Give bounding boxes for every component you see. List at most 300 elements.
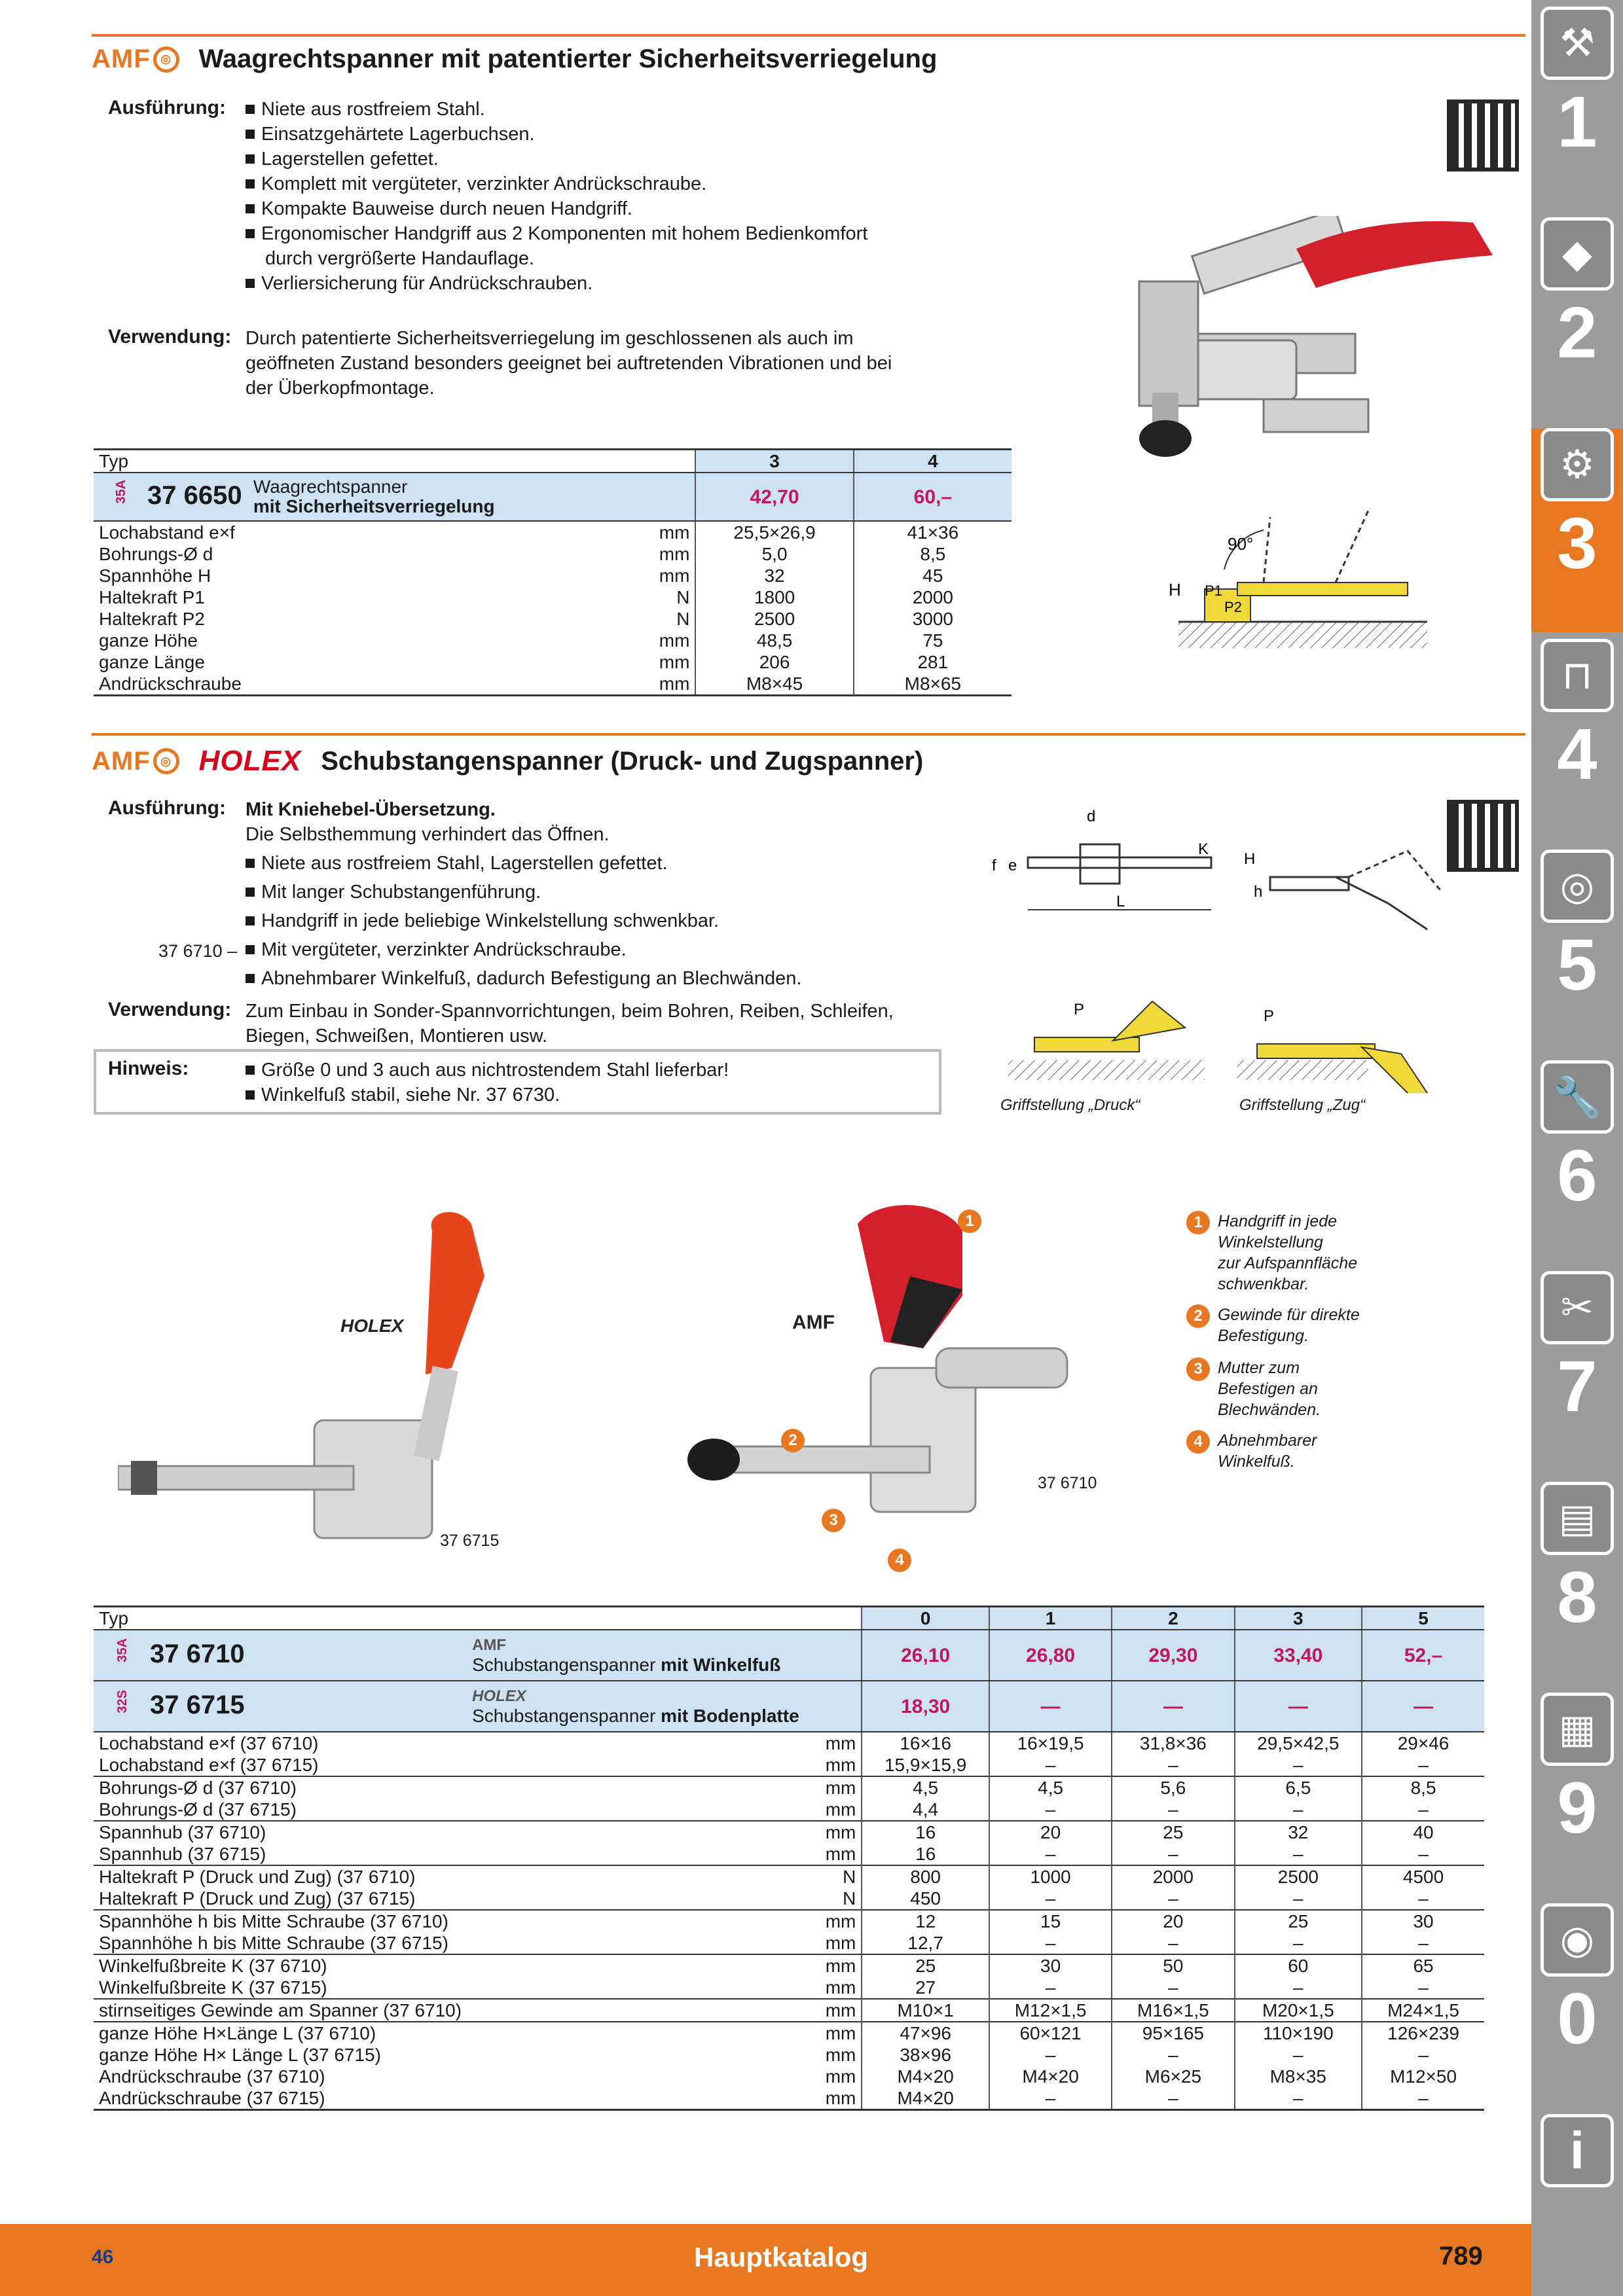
cell-value: 45: [854, 565, 1012, 586]
price: —: [1112, 1681, 1234, 1732]
marker-3: 3: [822, 1509, 845, 1532]
cell-value: –: [1112, 1799, 1234, 1821]
cell-value: 20: [989, 1821, 1112, 1843]
push-clamp-side-diagram: [1237, 812, 1453, 942]
row-unit: mm: [467, 1821, 862, 1843]
griff-druck-diagram: [995, 988, 1211, 1086]
row-unit: mm: [467, 1776, 862, 1799]
hinweis-text: [246, 1058, 729, 1107]
hinweis-label: Hinweis:: [108, 1058, 189, 1079]
row-unit: mm: [467, 1910, 862, 1932]
list-item: Mit langer Schubstangenführung.: [246, 880, 801, 905]
section2-table: [94, 1605, 1484, 2111]
clamp-dimension-diagram: [1165, 504, 1440, 655]
chapter-number: 0: [1557, 1979, 1597, 2059]
chapter-number: 2: [1557, 293, 1597, 373]
row-unit: mm: [825, 1755, 856, 1775]
type-col: 4: [854, 450, 1012, 473]
cell-value: 15,9×15,9: [862, 1754, 989, 1776]
list-item: Niete aus rostfreiem Stahl, Lagerstellen gefettet.: [246, 851, 801, 876]
cell-value: –: [989, 1977, 1112, 1999]
list-item: Mit vergüteter, verzinkter Andrückschraube.: [246, 937, 801, 962]
table-row: [94, 1732, 1484, 1754]
dim-label: f: [992, 857, 996, 874]
cell-value: –: [989, 1888, 1112, 1910]
cell-value: –: [989, 1932, 1112, 1954]
amf-clamp-photo: [661, 1198, 1120, 1551]
section2-features: [246, 797, 801, 991]
cell-value: 5,0: [695, 543, 853, 565]
row-label: Spannhöhe h bis Mitte Schraube (37 6710): [94, 1910, 467, 1932]
row-unit: mm: [659, 522, 690, 543]
cell-value: 29,5×42,5: [1235, 1732, 1362, 1754]
row-label: Spannhöhe H: [99, 565, 211, 586]
row-unit: mm: [467, 1999, 862, 2022]
table-row: [94, 2044, 1484, 2066]
griff-druck-caption: Griffstellung „Druck“: [1000, 1096, 1140, 1114]
row-label: ganze Höhe H× Länge L (37 6715): [99, 2045, 381, 2065]
price: 26,80: [989, 1630, 1112, 1681]
cell-value: M4×20: [862, 2066, 989, 2087]
cell-value: 8,5: [1362, 1776, 1484, 1799]
row-unit: N: [676, 609, 690, 629]
usage-line: geöffneten Zustand besonders geeignet bei auftretenden Vibrationen und bei: [246, 353, 892, 374]
callout-number: 2: [1186, 1304, 1210, 1328]
cell-value: –: [1112, 1754, 1234, 1776]
dim-label: e: [1008, 857, 1017, 874]
row-label: Andrückschraube (37 6715): [94, 2087, 467, 2110]
cell-value: –: [989, 1799, 1112, 1821]
force-label: P: [1074, 1001, 1085, 1018]
table-row: [94, 1754, 1484, 1776]
cell-value: –: [1112, 1977, 1234, 1999]
row-label: Bohrungs-Ø d: [99, 544, 213, 564]
list-item: Ergonomischer Handgriff aus 2 Komponenten mit hohem Bedienkomfort: [246, 221, 867, 246]
table-row: [94, 1932, 1484, 1954]
cell-value: –: [1235, 1932, 1362, 1954]
cell-value: –: [1235, 2087, 1362, 2110]
cell-value: –: [1362, 1754, 1484, 1776]
row-unit: mm: [467, 2022, 862, 2044]
marker-1: 1: [958, 1210, 981, 1233]
type-col: 5: [1362, 1607, 1484, 1630]
dim-label: H: [1244, 850, 1256, 868]
cell-value: M20×1,5: [1235, 1999, 1362, 2022]
table-row: [94, 1888, 1484, 1910]
photo-label-376715: 37 6715: [440, 1532, 500, 1550]
list-item: Verliersicherung für Andrückschrauben.: [246, 271, 867, 296]
cell-value: –: [989, 2044, 1112, 2066]
cell-value: 65: [1362, 1954, 1484, 1977]
cell-value: 4,5: [989, 1776, 1112, 1799]
cell-value: 8,5: [854, 543, 1012, 565]
row-label: Bohrungs-Ø d (37 6710): [94, 1776, 467, 1799]
row-unit: mm: [467, 1954, 862, 1977]
page-number-right: 789: [1439, 2242, 1483, 2270]
cell-value: M8×45: [695, 673, 853, 696]
typ-label: Typ: [94, 450, 695, 473]
type-col: 3: [1235, 1607, 1362, 1630]
force-label: P: [1264, 1007, 1275, 1025]
table-row: [94, 651, 1012, 673]
row-label: stirnseitiges Gewinde am Spanner (37 6710): [94, 1999, 467, 2022]
cell-value: M4×20: [989, 2066, 1112, 2087]
row-unit: N: [676, 587, 690, 607]
product-code: 37 6710: [150, 1640, 245, 1668]
dim-label: h: [1254, 883, 1263, 901]
price: —: [1235, 1681, 1362, 1732]
row-unit: mm: [659, 544, 690, 564]
row-label: Andrückschraube (37 6710): [99, 2066, 325, 2087]
row-label: Haltekraft P (Druck und Zug) (37 6715): [99, 1888, 416, 1909]
callout-number: 3: [1186, 1357, 1210, 1381]
cell-value: 2000: [1112, 1865, 1234, 1888]
typ-label: Typ: [94, 1607, 862, 1630]
row-unit: mm: [825, 1844, 856, 1864]
callout-number: 4: [1186, 1430, 1210, 1454]
list-item: Größe 0 und 3 auch aus nichtrostendem Stahl lieferbar!: [246, 1058, 729, 1083]
angle-label: 90°: [1228, 534, 1254, 554]
cell-value: 25,5×26,9: [695, 521, 853, 543]
chapter-number: 4: [1557, 714, 1597, 795]
brand-label: AMF: [472, 1636, 507, 1654]
cell-value: –: [1362, 1977, 1484, 1999]
list-item: Abnehmbarer Winkelfuß, dadurch Befestigung an Blechwänden.: [246, 966, 801, 991]
cell-value: 12: [862, 1910, 989, 1932]
list-item: Lagerstellen gefettet.: [246, 147, 867, 171]
row-unit: mm: [467, 2087, 862, 2110]
chapter-tab-5[interactable]: [1535, 850, 1619, 1005]
price-group-tag: 35A: [114, 480, 128, 504]
verwendung-label: Verwendung:: [108, 326, 232, 348]
product-name: Schubstangenspanner: [472, 1655, 661, 1675]
holex-logo: HOLEX: [198, 745, 302, 777]
cell-value: 41×36: [854, 521, 1012, 543]
table-row: [94, 673, 1012, 696]
table-row: [94, 1843, 1484, 1865]
cell-value: M10×1: [862, 1999, 989, 2022]
cell-value: 1000: [989, 1865, 1112, 1888]
table-row: [94, 1910, 1484, 1932]
cell-value: 3000: [854, 608, 1012, 630]
cell-value: 29×46: [1362, 1732, 1484, 1754]
row-unit: mm: [825, 1977, 856, 1998]
row-unit: mm: [659, 652, 690, 672]
cell-value: –: [1235, 1977, 1362, 1999]
tap-icon: ⚙: [1541, 428, 1614, 501]
cabinet-icon: ▦: [1541, 1693, 1614, 1766]
cell-value: 4,4: [862, 1799, 989, 1821]
chapter-number: 6: [1557, 1136, 1597, 1216]
safety-icon: ◉: [1541, 1903, 1614, 1977]
cell-value: –: [1362, 2044, 1484, 2066]
cell-value: 60×121: [989, 2022, 1112, 2044]
toolbox-icon: ▤: [1541, 1482, 1614, 1555]
list-item: Winkelfuß stabil, siehe Nr. 37 6730.: [246, 1083, 729, 1107]
usage-line: Zum Einbau in Sonder-Spannvorrichtungen, beim Bohren, Reiben, Schleifen,: [246, 1001, 894, 1022]
brand-label: HOLEX: [472, 1687, 526, 1705]
section2-header: [92, 745, 923, 778]
cell-value: –: [1112, 2044, 1234, 2066]
page-number-left: 46: [92, 2246, 114, 2268]
cell-value: M12×50: [1362, 2066, 1484, 2087]
callout-1: 1 Handgriff in jede Winkelstellung zur Aufspannfläche schwenkbar.: [1186, 1211, 1357, 1295]
table-row: [94, 2022, 1484, 2044]
row-unit: mm: [825, 1933, 856, 1953]
marker-4: 4: [888, 1549, 911, 1572]
caliper-icon: ⊓: [1541, 639, 1614, 712]
row-unit: mm: [825, 2066, 856, 2087]
ausfuehrung-label: Ausführung:: [108, 97, 226, 118]
cell-value: –: [1112, 2087, 1234, 2110]
chapter-tab-9[interactable]: [1535, 1693, 1619, 1848]
cell-value: 6,5: [1235, 1776, 1362, 1799]
chapter-number: 8: [1557, 1557, 1597, 1638]
dim-label: L: [1116, 893, 1125, 910]
table-row: [94, 586, 1012, 608]
row-unit: mm: [825, 1799, 856, 1820]
product-code: 37 6650: [147, 481, 242, 510]
price: —: [1362, 1681, 1484, 1732]
table-row: [94, 1776, 1484, 1799]
griff-zug-diagram: [1231, 995, 1447, 1093]
table-row: [94, 1954, 1484, 1977]
list-item: Einsatzgehärtete Lagerbuchsen.: [246, 122, 867, 147]
table-row: [94, 1977, 1484, 1999]
product-name: Waagrechtspanner: [253, 476, 408, 497]
cell-value: M8×35: [1235, 2066, 1362, 2087]
row-label: Spannhöhe h bis Mitte Schraube (37 6715): [99, 1933, 448, 1953]
cell-value: 450: [862, 1888, 989, 1910]
cell-value: 40: [1362, 1821, 1484, 1843]
cell-value: 47×96: [862, 2022, 989, 2044]
cell-value: 16×16: [862, 1732, 989, 1754]
row-unit: mm: [659, 630, 690, 651]
cell-value: –: [1235, 1843, 1362, 1865]
usage-line: der Überkopfmontage.: [246, 378, 435, 399]
price: 29,30: [1112, 1630, 1234, 1681]
chapter-tab-0[interactable]: [1535, 1903, 1619, 2059]
section1-title: Waagrechtspanner mit patentierter Sicherheitsverriegelung: [198, 45, 938, 73]
usage-line: Biegen, Schweißen, Montieren usw.: [246, 1026, 548, 1047]
cell-value: 281: [854, 651, 1012, 673]
table-row: [94, 608, 1012, 630]
price: 33,40: [1235, 1630, 1362, 1681]
row-label: Lochabstand e×f (37 6715): [99, 1755, 319, 1775]
cell-value: 16: [862, 1821, 989, 1843]
row-unit: N: [843, 1888, 856, 1909]
griff-zug-caption: Griffstellung „Zug“: [1239, 1096, 1366, 1114]
qr-code[interactable]: [1447, 800, 1519, 872]
row-unit: mm: [467, 1732, 862, 1754]
cell-value: –: [989, 1754, 1112, 1776]
cell-value: –: [1235, 1888, 1362, 1910]
cell-value: 20: [1112, 1910, 1234, 1932]
cell-value: 32: [695, 565, 853, 586]
table-row: [94, 1821, 1484, 1843]
row-label: ganze Höhe: [99, 630, 198, 651]
chapter-number: 5: [1557, 925, 1597, 1005]
cell-value: 4,5: [862, 1776, 989, 1799]
intro-line: Die Selbsthemmung verhindert das Öffnen.: [246, 824, 610, 845]
amf-label: AMF: [792, 1312, 835, 1333]
list-item: Handgriff in jede beliebige Winkelstellung schwenkbar.: [246, 908, 801, 933]
row-label: Spannhub (37 6710): [94, 1821, 467, 1843]
chapter-tab-3[interactable]: [1535, 428, 1619, 584]
cell-value: 95×165: [1112, 2022, 1234, 2044]
cell-value: M16×1,5: [1112, 1999, 1234, 2022]
row-label: Spannhub (37 6715): [99, 1844, 266, 1864]
section1-top-rule: [92, 34, 1525, 37]
row-label: Andrückschraube: [94, 673, 248, 696]
table-header-row: [94, 450, 1012, 473]
table-header-row: [94, 1607, 1484, 1630]
cell-value: 4500: [1362, 1865, 1484, 1888]
cell-value: 48,5: [695, 630, 853, 651]
cell-value: 75: [854, 630, 1012, 651]
chapter-tab-i[interactable]: [1535, 2114, 1619, 2187]
cell-value: 30: [989, 1954, 1112, 1977]
table-row: [94, 630, 1012, 651]
callout-2: 2 Gewinde für direkte Befestigung.: [1186, 1304, 1360, 1346]
cell-value: 60: [1235, 1954, 1362, 1977]
callout-4: 4 Abnehmbarer Winkelfuß.: [1186, 1430, 1317, 1472]
table-row: [94, 1799, 1484, 1821]
photo-label-376710: 37 6710: [1038, 1474, 1097, 1492]
verwendung-label: Verwendung:: [108, 999, 232, 1020]
product-row: [94, 473, 1012, 521]
info-icon: i: [1541, 2114, 1614, 2187]
dim-label: H: [1169, 580, 1181, 600]
intro-bold: Mit Kniehebel-Übersetzung.: [246, 799, 496, 820]
chapter-tab-4[interactable]: [1535, 639, 1619, 795]
row-label: Haltekraft P2: [99, 609, 205, 629]
cell-value: M12×1,5: [989, 1999, 1112, 2022]
wrench-icon: 🔧: [1541, 1060, 1614, 1134]
usage-line: Durch patentierte Sicherheitsverriegelung im geschlossenen als auch im: [246, 328, 854, 349]
type-col: 0: [862, 1607, 989, 1630]
row-label: Lochabstand e×f: [99, 522, 235, 543]
list-item-cont: durch vergrößerte Handauflage.: [265, 248, 535, 269]
toggle-clamp-photo: [989, 216, 1512, 478]
cell-value: 25: [862, 1954, 989, 1977]
cell-value: M8×65: [854, 673, 1012, 696]
saw-icon: ◎: [1541, 850, 1614, 923]
chapter-tab-6[interactable]: [1535, 1060, 1619, 1216]
product-code: 37 6715: [150, 1691, 245, 1719]
table-row: [94, 521, 1012, 543]
list-item: Niete aus rostfreiem Stahl.: [246, 97, 867, 122]
cell-value: 5,6: [1112, 1776, 1234, 1799]
cell-value: 25: [1112, 1821, 1234, 1843]
callout-3: 3 Mutter zum Befestigen an Blechwänden.: [1186, 1357, 1321, 1420]
amf-logo: AMF ◎: [92, 747, 179, 776]
cell-value: –: [989, 2087, 1112, 2110]
product-row-376715: [94, 1681, 1484, 1732]
cell-value: 32: [1235, 1821, 1362, 1843]
cell-value: 38×96: [862, 2044, 989, 2066]
row-label: Haltekraft P (Druck und Zug) (37 6710): [94, 1865, 467, 1888]
cell-value: –: [1235, 1799, 1362, 1821]
section1-features: [246, 97, 867, 296]
price: 18,30: [862, 1681, 989, 1732]
chapter-tab-1[interactable]: [1535, 7, 1619, 162]
cell-value: –: [1235, 2044, 1362, 2066]
holex-clamp-photo: [118, 1204, 537, 1577]
chapter-tab-8[interactable]: [1535, 1482, 1619, 1638]
ausfuehrung-label: Ausführung:: [108, 797, 226, 819]
item-prefix: 37 6710 –: [158, 941, 238, 961]
dim-label: P1: [1205, 583, 1222, 599]
cell-value: 27: [862, 1977, 989, 1999]
cell-value: 110×190: [1235, 2022, 1362, 2044]
chapter-number: 7: [1557, 1346, 1597, 1427]
cell-value: 15: [989, 1910, 1112, 1932]
push-clamp-dim-diagram: [989, 805, 1237, 923]
chapter-tab-7[interactable]: [1535, 1271, 1619, 1427]
product-name-bold: mit Bodenplatte: [661, 1706, 799, 1726]
chapter-tab-2[interactable]: [1535, 217, 1619, 373]
table-row: [94, 565, 1012, 586]
row-unit: N: [467, 1865, 862, 1888]
section1-header: [92, 45, 937, 74]
cell-value: 12,7: [862, 1932, 989, 1954]
cell-value: 30: [1362, 1910, 1484, 1932]
cell-value: –: [1112, 1932, 1234, 1954]
cell-value: 16: [862, 1843, 989, 1865]
catalog-title: Hauptkatalog: [694, 2242, 869, 2272]
cell-value: 206: [695, 651, 853, 673]
cell-value: –: [1362, 1932, 1484, 1954]
list-item: Komplett mit vergüteter, verzinkter Andrückschraube.: [246, 171, 867, 196]
qr-code[interactable]: [1447, 99, 1519, 171]
price: 42,70: [695, 473, 853, 521]
chapter-number: 9: [1557, 1768, 1597, 1848]
cell-value: 31,8×36: [1112, 1732, 1234, 1754]
price: 60,–: [854, 473, 1012, 521]
cell-value: M4×20: [862, 2087, 989, 2110]
cell-value: M24×1,5: [1362, 1999, 1484, 2022]
chapter-number: 3: [1557, 503, 1597, 584]
section1-table: [94, 448, 1012, 696]
table-row: [94, 2087, 1484, 2110]
type-col: 2: [1112, 1607, 1234, 1630]
cell-value: 50: [1112, 1954, 1234, 1977]
holex-label: HOLEX: [340, 1316, 404, 1336]
price: —: [989, 1681, 1112, 1732]
cell-value: 800: [862, 1865, 989, 1888]
cell-value: 16×19,5: [989, 1732, 1112, 1754]
section1-usage: [246, 326, 892, 401]
price: 52,–: [1362, 1630, 1484, 1681]
cell-value: 2000: [854, 586, 1012, 608]
table-row: [94, 2066, 1484, 2087]
chapter-number: 1: [1557, 82, 1597, 162]
section2-usage: [246, 999, 894, 1049]
cell-value: –: [989, 1843, 1112, 1865]
price-group-tag: 32S: [115, 1690, 130, 1713]
cell-value: –: [1112, 1888, 1234, 1910]
callout-number: 1: [1186, 1211, 1210, 1234]
cell-value: –: [1362, 1888, 1484, 1910]
insert-icon: ◆: [1541, 217, 1614, 291]
dim-label: d: [1087, 808, 1096, 825]
row-label: ganze Länge: [99, 652, 205, 672]
cell-value: –: [1235, 1754, 1362, 1776]
cell-value: 25: [1235, 1910, 1362, 1932]
row-label: Bohrungs-Ø d (37 6715): [99, 1799, 297, 1820]
cell-value: 2500: [695, 608, 853, 630]
